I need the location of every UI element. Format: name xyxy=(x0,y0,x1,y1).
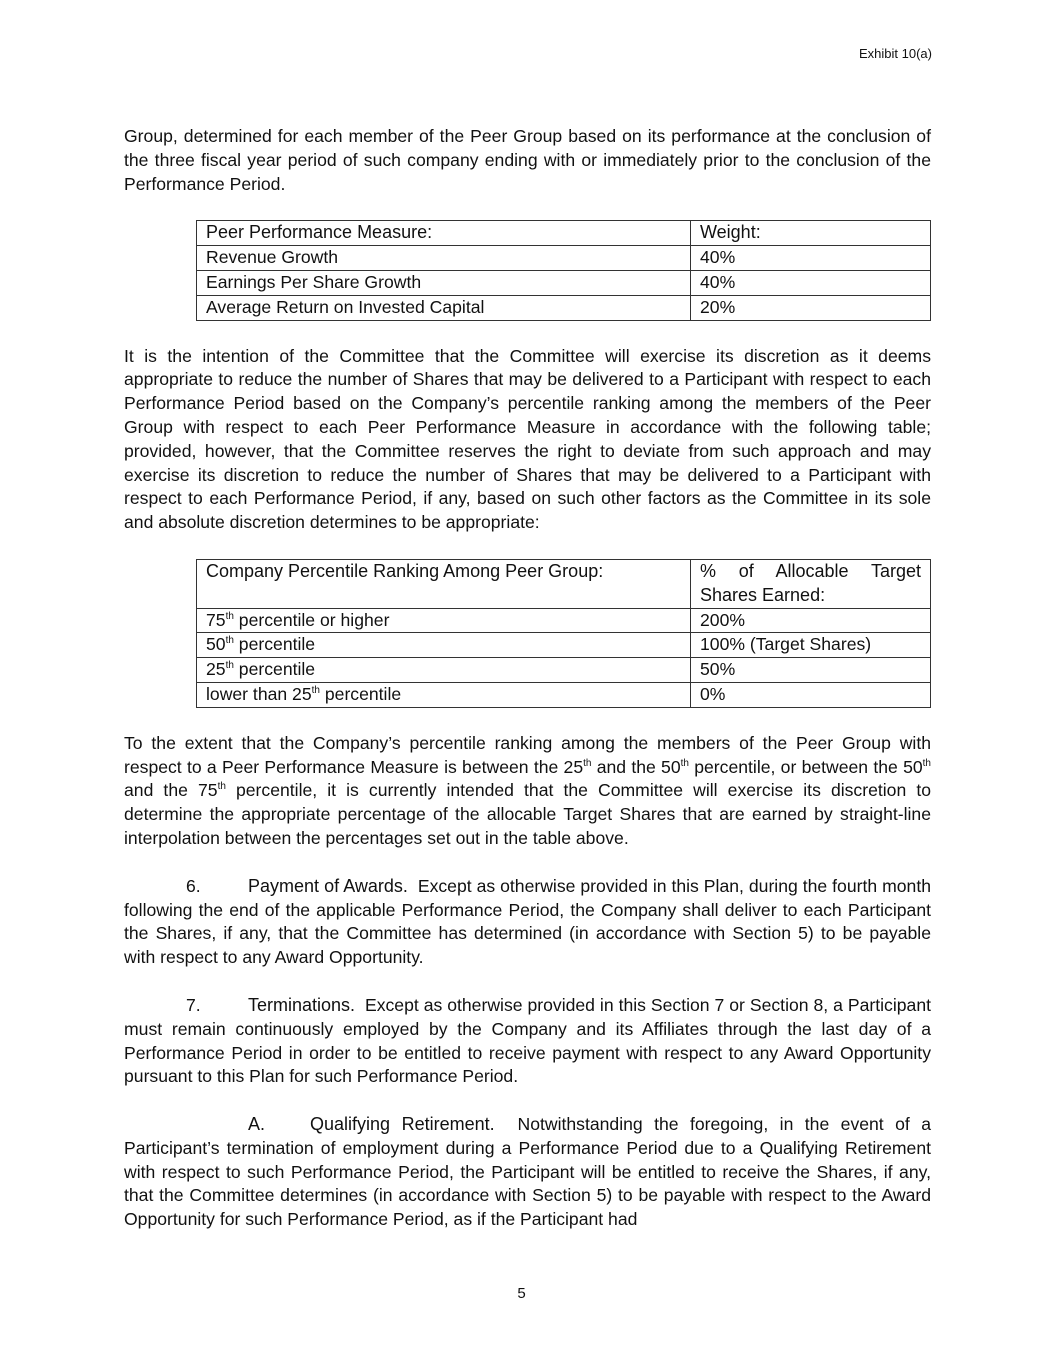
section-7-terminations xyxy=(124,994,931,1089)
measure-cell: Average Return on Invested Capital xyxy=(197,295,691,320)
table-header-row xyxy=(197,221,931,246)
ranking-cell: lower than 25th percentile xyxy=(197,682,691,707)
table-row xyxy=(197,608,931,633)
section-text: Notwithstanding the foregoing, in the event of a Participant’s termination of employment during a Performance Period due to a Qualifying Retirement with respect to such Performance Period, the Participant will be entitled to receive the Shares, if any, that the Committee determines (in accordance with Section 5) to be payable with respect to the Award Opportunity for such Performance Period, as if the Participant had xyxy=(124,1114,932,1230)
weight-cell: 40% xyxy=(691,270,931,295)
shares-earned-cell: 0% xyxy=(691,682,931,707)
table-row xyxy=(197,633,931,658)
header-cell-weight: Weight: xyxy=(691,221,931,246)
section-heading: Payment of Awards. xyxy=(248,875,408,896)
header-cell-ranking: Company Percentile Ranking Among Peer Group: xyxy=(197,559,691,608)
section-number: A. xyxy=(248,1114,266,1135)
weight-cell: 40% xyxy=(691,246,931,271)
section-7a-qualifying-retirement xyxy=(124,1113,931,1232)
section-text: Except as otherwise provided in this Plan, during the fourth month following the end of the applicable Performance Period, the Company shall deliver to each Participant the Shares, if any, that the Committee has determined (in accordance with Section 5) to be payable with respect to any Award Opportunity. xyxy=(124,875,932,968)
table-row xyxy=(197,295,931,320)
section-number: 6. xyxy=(186,875,201,896)
shares-earned-cell: 200% xyxy=(691,608,931,633)
paragraph-peer-group-continuation: Group, determined for each member of the Peer Group based on its performance at the conclusion of the three fiscal year period of such company ending with or immediately prior to the conclusion of the Performance Period. xyxy=(124,126,931,194)
weight-cell: 20% xyxy=(691,295,931,320)
section-heading: Qualifying Retirement. xyxy=(310,1114,495,1135)
section-6-payment-of-awards xyxy=(124,875,931,970)
table-row xyxy=(197,246,931,271)
section-text: Except as otherwise provided in this Section 7 or Section 8, a Participant must remain continuously employed by the Company and its Affiliates through the last day of a Performance Period in order to be entitled to receive payment with respect to any Award Opportunity pursuant to this Plan for such Performance Period. xyxy=(124,994,931,1087)
measure-cell: Revenue Growth xyxy=(197,246,691,271)
section-heading: Terminations. xyxy=(248,994,356,1015)
ranking-cell: 25th percentile xyxy=(197,658,691,683)
paragraph-interpolation: To the extent that the Company’s percentile ranking among the members of the Peer Group with respect to a Peer Performance Measure is between the 25th and the 50th percentile, or between the 50th and the 75th percentile, it is currently intended that the Committee will exercise its discretion to determine the appropriate percentage of the allocable Target Shares that are earned by straight-line interpolation between the percentages set out in the table above. xyxy=(124,732,931,848)
table-header-row xyxy=(197,559,931,608)
ranking-cell: 75th percentile or higher xyxy=(197,608,691,633)
table-row xyxy=(197,682,931,707)
peer-performance-weights-table xyxy=(196,220,931,320)
paragraph-committee-discretion: It is the intention of the Committee that the Committee will exercise its discretion as it deems appropriate to reduce the number of Shares that may be delivered to a Participant with respect to each Performance Period based on the Company’s percentile ranking among the members of the Peer Group with respect to each Peer Performance Measure in accordance with the following table; provided, however, that the Committee reserves the right to deviate from such approach and may exercise its discretion to reduce the number of Shares that may be delivered to a Participant with respect to each Performance Period, if any, based on such other factors as the Committee in its sole and absolute discretion determines to be appropriate: xyxy=(124,345,931,533)
table-row xyxy=(197,270,931,295)
ranking-cell: 50th percentile xyxy=(197,633,691,658)
shares-earned-cell: 50% xyxy=(691,658,931,683)
table-row xyxy=(197,658,931,683)
shares-earned-cell: 100% (Target Shares) xyxy=(691,633,931,658)
document-body xyxy=(124,125,931,1232)
header-cell-shares-earned: % of Allocable Target Shares Earned: xyxy=(691,559,931,608)
measure-cell: Earnings Per Share Growth xyxy=(197,270,691,295)
page-number: 5 xyxy=(517,1285,526,1302)
exhibit-label: Exhibit 10(a) xyxy=(859,46,932,61)
section-number: 7. xyxy=(186,994,201,1015)
header-cell-measure: Peer Performance Measure: xyxy=(197,221,691,246)
percentile-ranking-table xyxy=(196,559,931,708)
